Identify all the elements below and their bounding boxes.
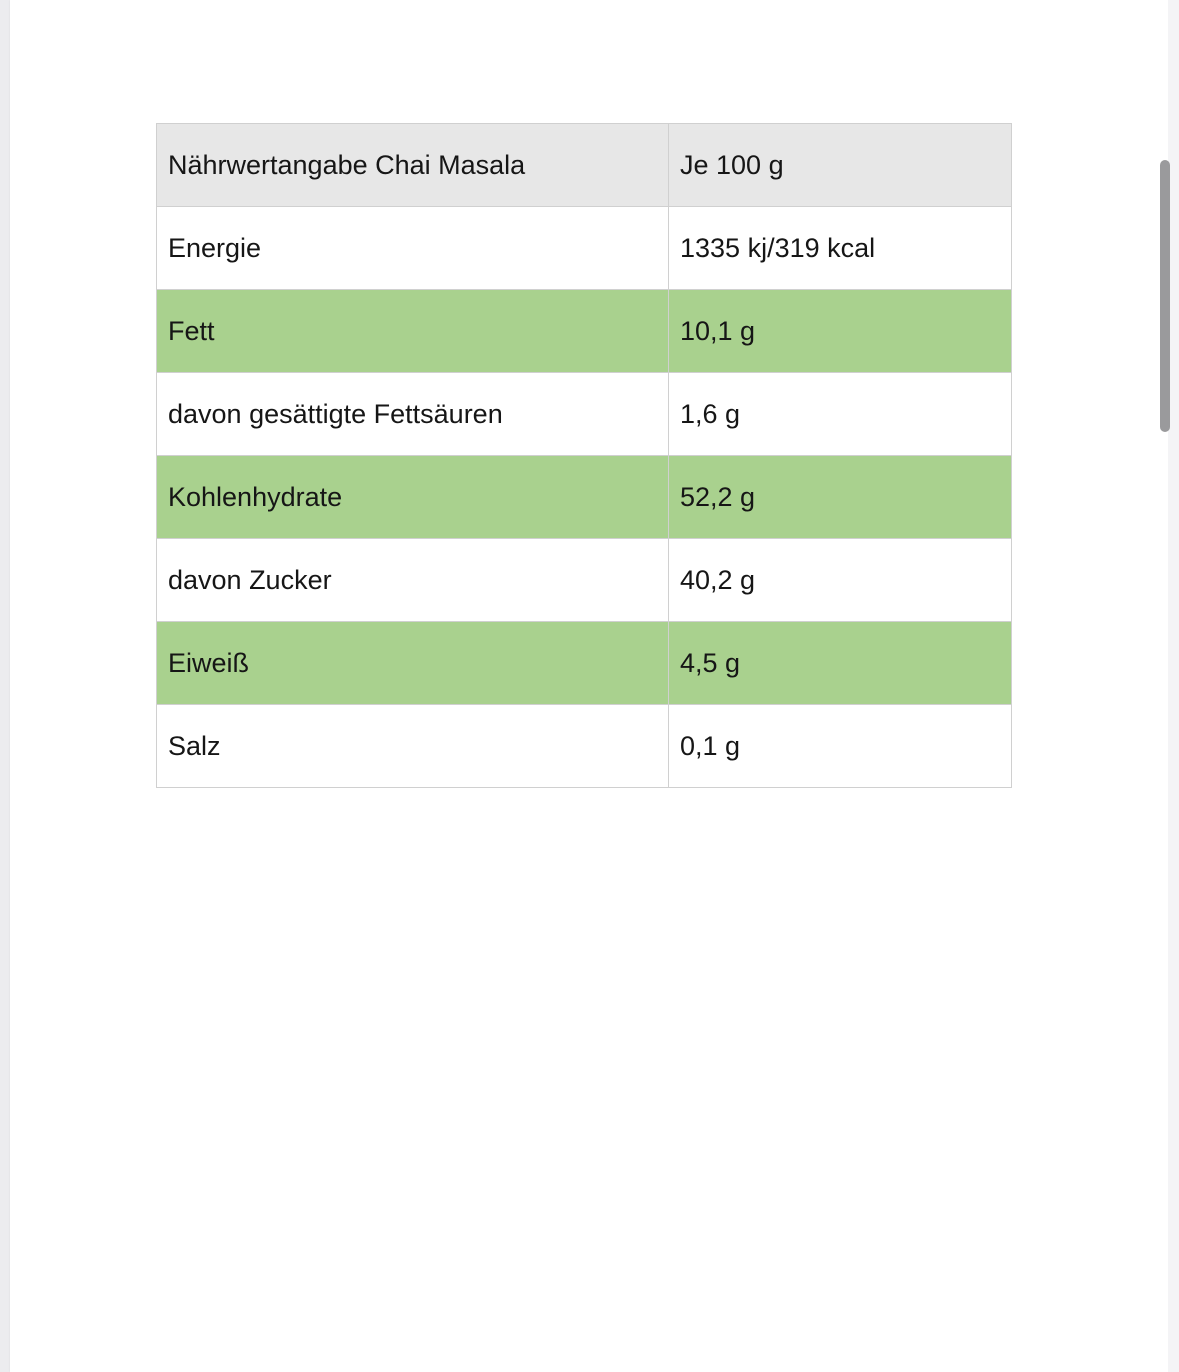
row-value: 1,6 g [669, 373, 1012, 456]
row-value: 4,5 g [669, 622, 1012, 705]
header-value-cell: Je 100 g [669, 124, 1012, 207]
row-value: 0,1 g [669, 705, 1012, 788]
row-label: Salz [157, 705, 669, 788]
header-label-cell: Nährwertangabe Chai Masala [157, 124, 669, 207]
scrollbar-thumb[interactable] [1160, 160, 1170, 432]
row-label: davon Zucker [157, 539, 669, 622]
row-value: 40,2 g [669, 539, 1012, 622]
table-row-gesaettigte-fettsaeuren [157, 373, 1012, 456]
table-header-row [157, 124, 1012, 207]
row-label: Energie [157, 207, 669, 290]
document-page [10, 0, 1168, 1372]
row-value: 1335 kj/319 kcal [669, 207, 1012, 290]
table-row-eiweiss [157, 622, 1012, 705]
row-label: Kohlenhydrate [157, 456, 669, 539]
table-row-fett [157, 290, 1012, 373]
row-value: 52,2 g [669, 456, 1012, 539]
table-row-kohlenhydrate [157, 456, 1012, 539]
table-row-energie [157, 207, 1012, 290]
row-label: Eiweiß [157, 622, 669, 705]
nutrition-table [156, 123, 1012, 788]
row-label: Fett [157, 290, 669, 373]
row-label: davon gesättigte Fettsäuren [157, 373, 669, 456]
table-row-zucker [157, 539, 1012, 622]
table-row-salz [157, 705, 1012, 788]
row-value: 10,1 g [669, 290, 1012, 373]
